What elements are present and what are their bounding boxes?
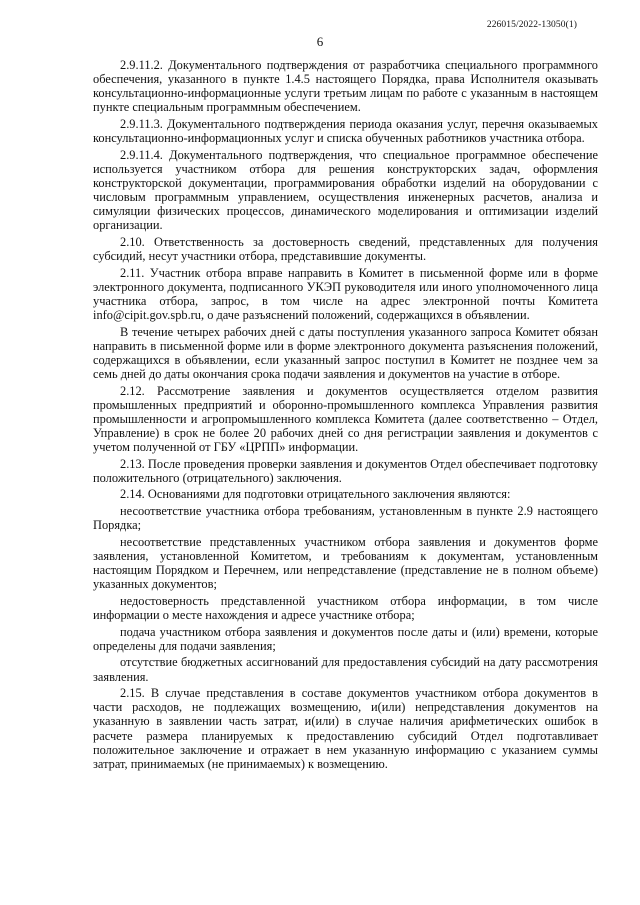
paragraph-2-12: 2.12. Рассмотрение заявления и документов осуществляется отделом развития промышленных предприятий и оборонно-промышленного комплекса Управления развития промышленности и агропромышленного комплекса Комитета (далее соответственно – Отдел, Управление) в срок не более 20 рабочих дней со дня регистрации заявления и документов с учетом полученной от ГБУ «ЦРПП» информации. bbox=[93, 383, 598, 454]
paragraph-2-9-11-3: 2.9.11.3. Документального подтверждения периода оказания услуг, перечня оказываемых консультационно-информационных услуг и списка обученных работников участника отбора. bbox=[93, 116, 598, 146]
paragraph-2-15: 2.15. В случае представления в составе документов участником отбора документов в части расходов, не подлежащих возмещению, и(или) непредставления документов на указанную в заявлении часть затрат, и(или) в случае наличия арифметических ошибок в расчете размера планируемых к предоставлению субсидий Отдел подготавливает положительное заключение и отражает в нем указанную информацию с указанием суммы затрат, принимаемых (не принимаемых) к возмещению. bbox=[93, 686, 598, 771]
page-number: 6 bbox=[316, 34, 324, 49]
paragraph-2-13: 2.13. После проведения проверки заявления и документов Отдел обеспечивает подготовку положительного (отрицательного) заключения. bbox=[93, 456, 598, 485]
paragraph-2-14: 2.14. Основаниями для подготовки отрицательного заключения являются: bbox=[120, 487, 511, 502]
paragraph-2-11-response: В течение четырех рабочих дней с даты поступления указанного запроса Комитет обязан направить в письменной форме или в форме электронного документа разъяснения положений, содержащихся в объявлении, если указанный запрос поступил в Комитет не позднее чем за семь дней до даты окончания срока подачи заявления и документов на участие в отборе. bbox=[93, 324, 598, 381]
paragraph-2-9-11-2: 2.9.11.2. Документального подтверждения от разработчика специального программного обеспечения, указанного в пункте 1.4.5 настоящего Порядка, права Исполнителя оказывать консультационно-информационные услуги третьим лицам по работе с указанным в настоящем пункте специальным программным обеспечением. bbox=[93, 58, 598, 115]
paragraph-2-11: 2.11. Участник отбора вправе направить в Комитет в письменной форме или в форме электронного документа, подписанного УКЭП руководителя или иного уполномоченного лица участника отбора, запрос, в том числе на адрес электронной почты Комитета info@cipit.gov.spb.ru, о даче разъяснений положений, содержащихся в объявлении. bbox=[93, 265, 598, 322]
list-item-requirements: несоответствие участника отбора требованиям, установленным в пункте 2.9 настоящего Порядка; bbox=[93, 504, 598, 533]
list-item-form-mismatch: несоответствие представленных участником отбора заявления и документов форме заявления, установленной Комитетом, и требованиям к документам, установленным настоящим Порядком и Перечнем, или непредставление (представление не в полном объеме) указанных документов; bbox=[93, 534, 598, 592]
list-item-late-submission: подача участником отбора заявления и документов после даты и (или) времени, которые определены для подачи заявления; bbox=[93, 624, 598, 653]
document-id: 226015/2022-13050(1) bbox=[486, 20, 577, 30]
list-item-no-budget: отсутствие бюджетных ассигнований для предоставления субсидий на дату рассмотрения заявления. bbox=[93, 655, 598, 684]
list-item-inaccuracy: недостоверность представленной участником отбора информации, в том числе информации о месте нахождения и адресе участнике отбора; bbox=[93, 593, 598, 622]
paragraph-2-10: 2.10. Ответственность за достоверность сведений, представленных для получения субсидий, несут участники отбора, представившие документы. bbox=[93, 234, 598, 263]
paragraph-2-9-11-4: 2.9.11.4. Документального подтверждения, что специальное программное обеспечение используется участником отбора для решения конструкторских задач, оформления конструкторской документации, программирования обработки изделий на оборудовании с числовым программным управлением, осуществления инженерных расчетов, анализа и симуляции физических процессов, динамического моделирования и оптимизации изделий организации. bbox=[93, 147, 598, 233]
document-body bbox=[93, 58, 598, 773]
